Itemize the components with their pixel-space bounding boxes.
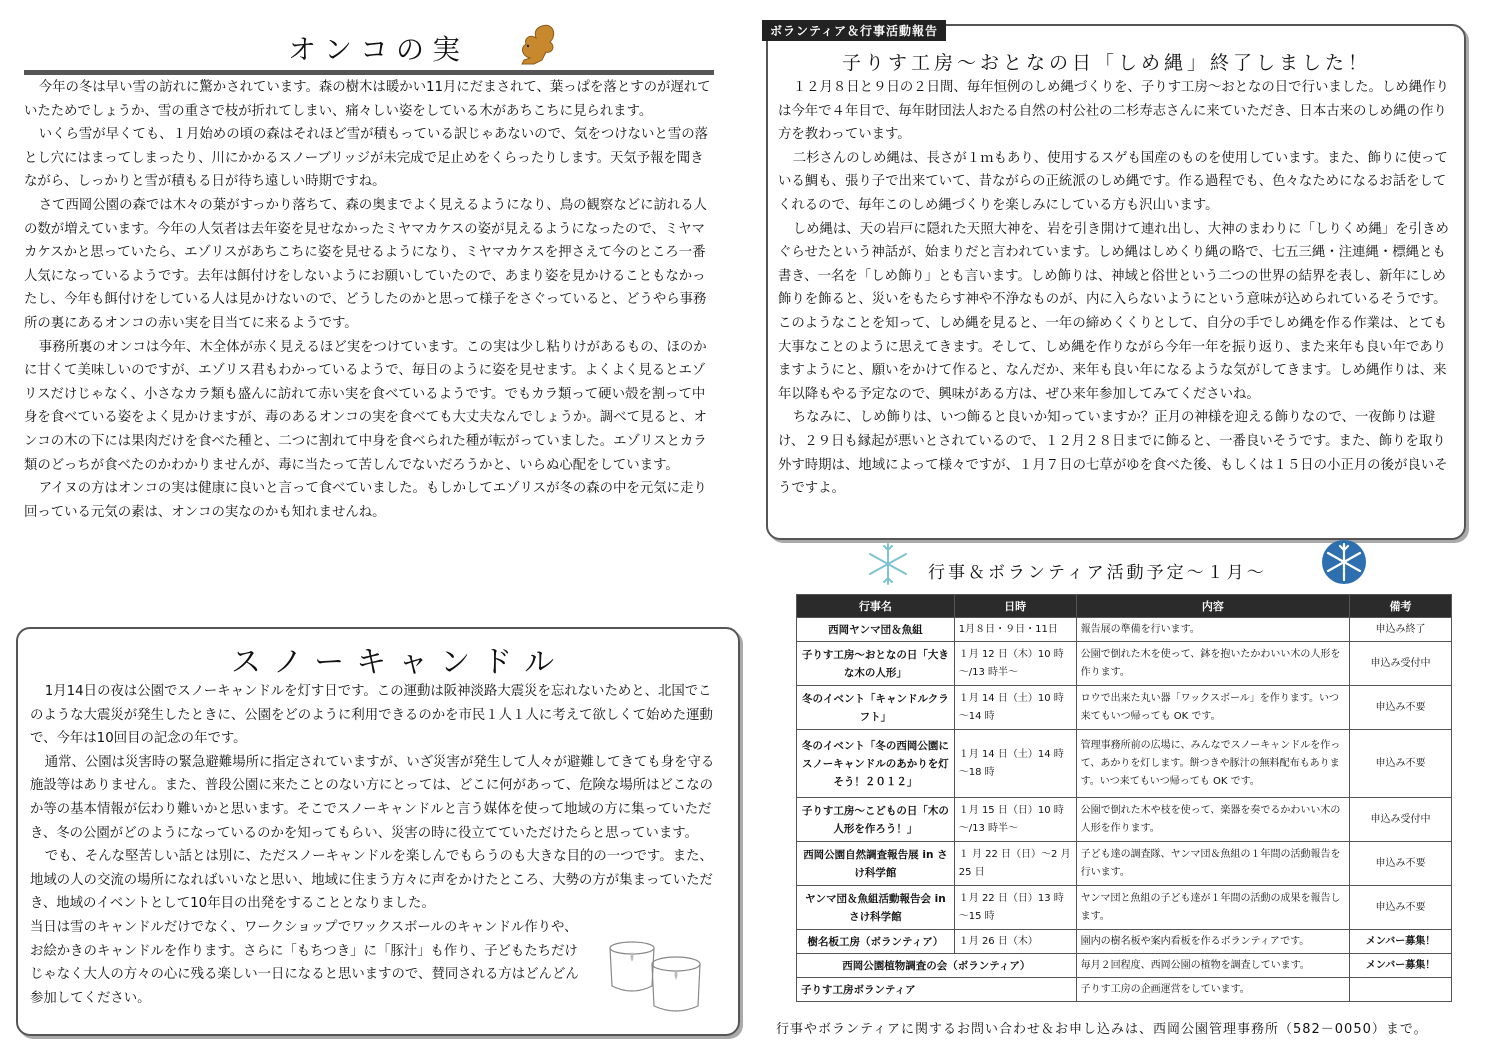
event-date: １月 15 日（日）10 時～/13 時半～	[954, 798, 1076, 842]
event-date: １月 22 日（日）13 時～15 時	[954, 886, 1076, 930]
event-date: 1月８日・９日・11日	[954, 618, 1076, 642]
event-name: ヤンマ団＆魚組活動報告会 in さけ科学館	[797, 886, 955, 930]
onko-article	[24, 76, 716, 524]
table-row	[797, 954, 1452, 978]
snowflake-icon	[1320, 538, 1368, 586]
event-note: メンバー募集！	[1350, 954, 1452, 978]
event-content: 毎月２回程度、西岡公園の植物を調査しています。	[1076, 954, 1350, 978]
table-row	[797, 686, 1452, 730]
event-date: １月 12 日（木）10 時～/13 時半～	[954, 642, 1076, 686]
report-title: 子りす工房～おとなの日「しめ縄」終了しました！	[842, 52, 1372, 74]
event-date: １月 14 日（土）10 時～14 時	[954, 686, 1076, 730]
report-paragraph: ちなみに、しめ飾りは、いつ飾ると良いか知っていますか？正月の神様を迎える飾りなので、一夜飾りは避け、２９日も縁起が悪いとされているので、１２月２８日までに飾ると、一番良いそうです。また、飾りを取り外す時期は、地域によって様々ですが、１月７日の七草がゆを食べた後、もしくは１５日の小正月の後が良いそうですよ。	[778, 410, 1448, 497]
table-row	[797, 842, 1452, 886]
event-note: メンバー募集！	[1350, 930, 1452, 954]
event-name: 子りす工房～おとなの日「大きな木の人形」	[797, 642, 955, 686]
title-rule	[24, 70, 714, 75]
event-name: 子りす工房～こどもの日「木の人形を作ろう！」	[797, 798, 955, 842]
event-note: 申込み不要	[1350, 686, 1452, 730]
event-name: 冬のイベント「キャンドルクラフト」	[797, 686, 955, 730]
column-header: 行事名	[797, 595, 955, 618]
report-article	[778, 76, 1454, 501]
event-note: 申込み不要	[1350, 886, 1452, 930]
report-tag: ボランティア＆行事活動報告	[762, 20, 946, 41]
event-name: 子りす工房ボランティア	[797, 978, 1077, 1002]
event-content: ロウで出来た丸い器「ワックスボール」を作ります。いつ来てもいつ帰っても OK です。	[1076, 686, 1350, 730]
event-note: 申込み受付中	[1350, 798, 1452, 842]
report-paragraph: しめ縄は、天の岩戸に隠れた天照大神を、岩を引き開けて連れ出し、大神のまわりに「しりくめ縄」を引きめぐらせたという神話が、始まりだと言われています。しめ縄はしめくり縄の略で、七五三縄・注連縄・標縄とも書き、一名を「しめ飾り」とも言います。しめ飾りは、神域と俗世という二つの世界の結界を表し、新年にしめ飾りを飾ると、災いをもたらす神や不浄なものが、内に入らないようにという意味が込められているそうです。このようなことを知って、しめ縄を見ると、一年の締めくくりとして、自分の手でしめ縄を作る作業は、とても大事なことのように思えてきます。そして、しめ縄を作りながら今年一年を振り返り、また来年も良い年でありますようにと、願いをかけて作ると、なんだか、来年も良い年になるような気がしてきます。しめ縄作りは、来年以降もやる予定なので、興味がある方は、ぜひ来年参加してみてくださいね。	[778, 221, 1449, 402]
report-paragraph: １２月８日と９日の２日間、毎年恒例のしめ縄づくりを、子りす工房～おとなの日で行いました。しめ縄作りは今年で４年目で、毎年財団法人おたる自然の村公社の二杉寿志さんに来ていただき、日本古来のしめ縄の作り方を教わっています。	[778, 80, 1449, 143]
schedule-table	[796, 594, 1452, 1002]
event-date: １月 26 日（木）	[954, 930, 1076, 954]
column-header: 内容	[1076, 595, 1350, 618]
event-content: ヤンマ団と魚組の子ども達が１年間の活動の成果を報告します。	[1076, 886, 1350, 930]
event-note: 申込み受付中	[1350, 642, 1452, 686]
onko-paragraph: 事務所裏のオンコは今年、木全体が赤く見えるほど実をつけています。この実は少し粘りけがあるもの、ほのかに甘くて美味しいのですが、エゾリス君もわかっているようで、毎日のように姿を見せます。よくよく見るとエゾリスだけじゃなく、小さなカラ類も盛んに訪れて赤い実を食べているようです。でもカラ類って硬い殻を割って中身を食べている姿をよく見かけますが、毒のあるオンコの実を食べても大丈夫なんでしょうか。調べて見ると、オンコの木の下には果肉だけを食べた種と、二つに割れて中身を食べられた種が転がっていました。エゾリスとカラ類のどっちが食べたのかわかりませんが、毒に当たって苦しんでないだろうかと、いらぬ心配をしています。	[24, 339, 707, 473]
event-content: 公園で倒れた木を使って、鉢を抱いたかわいい木の人形を作ります。	[1076, 642, 1350, 686]
table-row	[797, 618, 1452, 642]
onko-paragraph: いくら雪が早くても、１月始めの頃の森はそれほど雪が積もっている訳じゃあないので、気をつけないと雪の落とし穴にはまってしまったり、川にかかるスノーブリッジが未完成で足止めをくらったりします。天気予報を聞きながら、しっかりと雪が積もる日が待ち遠しい時期ですね。	[24, 127, 708, 190]
column-header: 備考	[1350, 595, 1452, 618]
table-row	[797, 930, 1452, 954]
event-note: 申込み終了	[1350, 618, 1452, 642]
event-name: 樹名板工房（ボランティア）	[797, 930, 955, 954]
event-content: 子ども達の調査隊、ヤンマ団＆魚組の１年間の活動報告を行います。	[1076, 842, 1350, 886]
schedule-title: 行事＆ボランティア活動予定～１月～	[928, 563, 1267, 583]
onko-paragraph: 今年の冬は早い雪の訪れに驚かされています。森の樹木は暖かい11月にだまされて、葉っぱを落とすのが遅れていたためでしょうか、雪の重さで枝が折れてしまい、痛々しい姿をしている木があちこちに見られます。	[24, 80, 711, 119]
snow-paragraph: 通常、公園は災害時の緊急避難場所に指定されていますが、いざ災害が発生して人々が避難してきても身を守る施設等はありません。また、普段公園に来たことのない方にとっては、どこに何があって、危険な場所はどこなのか等の基本情報が伝わり難いかと思います。そこでスノーキャンドルと言う媒体を使って地域の方に集っていただき、冬の公園がどのようになっているのかを知ってもらい、災害の時に役立てていただけたらと思っています。	[30, 754, 715, 841]
onko-title: オンコの実	[288, 33, 469, 66]
candle-illustration-icon	[600, 920, 710, 1020]
event-date: １ 月 22 日（日）～2 月 25 日	[954, 842, 1076, 886]
event-content: 報告展の準備を行います。	[1076, 618, 1350, 642]
squirrel-icon	[512, 20, 558, 70]
column-header: 日時	[954, 595, 1076, 618]
report-paragraph: 二杉さんのしめ縄は、長さが１ｍもあり、使用するスゲも国産のものを使用しています。また、飾りに使っている鯛も、張り子で出来ていて、昔ながらの正統派のしめ縄です。作る過程でも、色々なためになるお話をしてくれるので、毎年このしめ縄づくりを楽しみにしている方も沢山います。	[778, 150, 1448, 213]
table-row	[797, 642, 1452, 686]
event-note	[1350, 978, 1452, 1002]
onko-paragraph: アイヌの方はオンコの実は健康に良いと言って食べていました。もしかしてエゾリスが冬の森の中を元気に走り回っている元気の素は、オンコの実なのかも知れませんね。	[24, 481, 707, 520]
table-row	[797, 886, 1452, 930]
snow-candle-title: スノーキャンドル	[231, 645, 567, 680]
snow-paragraph: でも、そんな堅苦しい話とは別に、ただスノーキャンドルを楽しんでもらうのも大きな目的の一つです。また、地域の人の交流の場所になればいいなと思い、地域に住まう方々に声をかけたところ、大勢の方が集まっていただき、地域のイベントとして10年目の出発をすることとなりました。	[30, 849, 713, 912]
table-row	[797, 798, 1452, 842]
event-note: 申込み不要	[1350, 842, 1452, 886]
event-content: 園内の樹名板や案内看板を作るボランティアです。	[1076, 930, 1350, 954]
table-header-row	[797, 595, 1452, 618]
event-name: 西岡ヤンマ団＆魚組	[797, 618, 955, 642]
event-name: 西岡公園自然調査報告展 in さけ科学館	[797, 842, 955, 886]
snow-paragraph: 1月14日の夜は公園でスノーキャンドルを灯す日です。この運動は阪神淡路大震災を忘れないためと、北国でこのような大震災が発生したときに、公園をどのように利用できるのかを市民１人１人に考えて欲しくて始めた運動で、今年は10回目の記念の年です。	[30, 684, 713, 747]
event-note: 申込み不要	[1350, 730, 1452, 798]
event-content: 管理事務所前の広場に、みんなでスノーキャンドルを作って、あかりを灯します。餅つきや豚汁の無料配布もあります。いつ来てもいつ帰っても OK です。	[1076, 730, 1350, 798]
event-name: 西岡公園植物調査の会（ボランティア）	[797, 954, 1077, 978]
contact-footer: 行事やボランティアに関するお問い合わせ＆お申し込みは、西岡公園管理事務所（582－0050）まで。	[776, 1022, 1428, 1037]
event-content: 公園で倒れた木や枝を使って、楽器を奏でるかわいい木の人形を作ります。	[1076, 798, 1350, 842]
onko-paragraph: さて西岡公園の森では木々の葉がすっかり落ちて、森の奥までよく見えるようになり、鳥の観察などに訪れる人の数が増えています。今年の人気者は去年姿を見せなかったミヤマカケスの姿が見えるようになったので、ミヤマカケスかと思っていたら、エゾリスがあちこちに姿を見せるようになり、ミヤマカケスを押さえて今のところ一番人気になっているようです。去年は餌付けをしないようにお願いしていたので、あまり姿を見かけることもなかったし、今年も餌付けをしている人は見かけないので、どうしたのかと思って様子をさぐっていると、どうやら事務所の裏にあるオンコの赤い実を目当てに来るようです。	[24, 197, 708, 331]
event-date: １月 14 日（土）14 時～18 時	[954, 730, 1076, 798]
snowflake-icon	[864, 540, 912, 588]
snow-paragraph: 当日は雪のキャンドルだけでなく、ワークショップでワックスボールのキャンドル作りや、お絵かきのキャンドルを作ります。さらに「もちつき」に「豚汁」も作り、子どもたちだけじゃなく大人の方々の心に残る楽しい一日になると思いますので、賛同される方はどんどん参加してください。	[30, 919, 579, 1006]
event-name: 冬のイベント「冬の西岡公園にスノーキャンドルのあかりを灯そう！２０１２」	[797, 730, 955, 798]
table-row	[797, 978, 1452, 1002]
table-row	[797, 730, 1452, 798]
event-content: 子りす工房の企画運営をしています。	[1076, 978, 1350, 1002]
